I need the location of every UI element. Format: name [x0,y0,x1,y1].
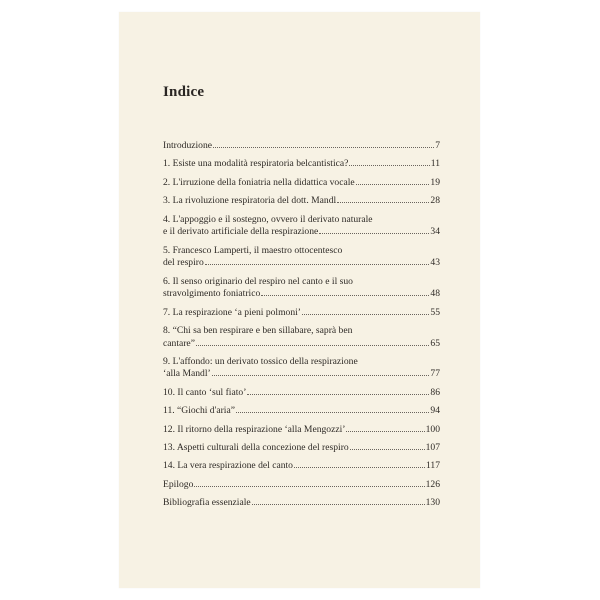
toc-page-number: 107 [425,442,440,454]
leader-dots [194,486,424,487]
toc-entry [163,356,440,381]
toc-entry-title [163,307,440,320]
leader-dots [350,449,425,450]
toc-page-number: 11 [430,158,440,170]
leader-dots [212,375,430,376]
leader-dots [356,184,430,185]
leader-dots [252,504,425,505]
toc-entry-line: 10. Il canto ‘sul fiato’ [163,386,247,398]
toc-page-number: 117 [425,460,440,472]
toc-entry-title [163,276,440,301]
toc-entry-line: e il derivato artificiale della respirazione [163,226,319,238]
toc-entry-last-line [163,424,440,437]
toc-page-number: 126 [425,478,440,490]
toc-entry-last-line [163,226,440,239]
toc-entry [163,325,440,350]
toc-entry-line: 14. La vera respirazione del canto [163,460,293,472]
toc-page-number: 55 [430,306,440,318]
toc-page-number: 43 [430,257,440,269]
leader-dots [302,314,429,315]
toc-entry-last-line [163,257,440,270]
leader-dots [261,295,429,296]
toc-entry-line: 8. “Chi sa ben respirare e ben sillabare, saprà ben [163,324,353,336]
toc-entry [163,214,440,239]
toc-entry-title [163,442,440,455]
toc-entry [163,424,440,437]
toc-entry-last-line [163,497,440,510]
toc-entry [163,479,440,492]
toc-entry-title [163,387,440,400]
leader-dots [337,202,429,203]
toc-entry-last-line [163,177,440,190]
toc-entry-line: 2. L'irruzione della foniatria nella didattica vocale [163,176,355,188]
toc-entry [163,177,440,190]
toc-entry-last-line [163,307,440,320]
leader-dots [346,431,424,432]
toc-entry-last-line [163,405,440,418]
toc-entry-last-line [163,387,440,400]
toc-entry-last-line [163,338,440,351]
toc-entry-title [163,356,440,381]
toc-page-number: 48 [430,288,440,300]
page-title: Indice [163,84,205,100]
toc-entry-last-line [163,288,440,301]
toc-entry-last-line [163,158,440,171]
toc-page-number: 94 [430,405,440,417]
toc-entry-last-line [163,195,440,208]
toc-entry [163,405,440,418]
toc-page-number: 86 [430,386,440,398]
toc-entry-title [163,177,440,190]
book-page [119,12,480,588]
leader-dots [247,394,429,395]
toc-entry-title [163,497,440,510]
toc-page-number: 7 [435,140,440,151]
toc-entry [163,387,440,400]
toc-entry-title [163,158,440,171]
leader-dots [205,264,430,265]
toc-entry-line: 4. L'appoggio e il sostegno, ovvero il derivato naturale [163,213,373,225]
toc-entry [163,460,440,473]
leader-dots [213,147,434,148]
leader-dots [319,233,429,234]
toc-page-number: 34 [430,226,440,238]
toc-entry [163,245,440,270]
toc-entry-last-line [163,460,440,473]
toc-entry-line: Epilogo [163,478,194,490]
toc-entry-line: Introduzione [163,140,213,151]
toc-entry-title [163,140,440,153]
toc-entry [163,158,440,171]
leader-dots [349,165,429,166]
toc-page-number: 28 [430,195,440,207]
table-of-contents [163,140,440,516]
toc-entry-line: 7. La respirazione ‘a pieni polmoni’ [163,306,301,318]
leader-dots [236,412,429,413]
toc-entry [163,276,440,301]
toc-entry-title [163,424,440,437]
toc-page-number: 65 [430,337,440,349]
toc-entry-last-line [163,442,440,455]
toc-entry-line: 9. L'affondo: un derivato tossico della respirazione [163,355,358,367]
toc-entry [163,195,440,208]
toc-entry-title [163,460,440,473]
toc-entry-last-line [163,140,440,153]
toc-entry-line: 1. Esiste una modalità respiratoria belcantistica? [163,158,349,170]
toc-entry-line: Bibliografia essenziale [163,497,251,509]
toc-entry-line: cantare” [163,337,195,349]
toc-entry [163,497,440,510]
leader-dots [294,467,425,468]
toc-entry [163,442,440,455]
toc-entry-title [163,214,440,239]
toc-entry-title [163,325,440,350]
leader-dots [196,345,429,346]
toc-entry-line: 12. Il ritorno della respirazione ‘alla Mengozzi’ [163,423,346,435]
toc-entry-line: del respiro [163,257,204,269]
toc-page-number: 19 [430,176,440,188]
toc-entry-line: 3. La rivoluzione respiratoria del dott. Mandl [163,195,337,207]
toc-entry [163,307,440,320]
toc-entry [163,140,440,153]
toc-entry-last-line [163,368,440,381]
toc-entry-title [163,245,440,270]
toc-entry-line: 11. “Giochi d'aria” [163,405,235,417]
toc-entry-line: stravolgimento foniatrico [163,288,261,300]
toc-entry-title [163,405,440,418]
toc-entry-line: 5. Francesco Lamperti, il maestro ottocentesco [163,244,343,256]
toc-page-number: 130 [425,497,440,509]
toc-entry-title [163,479,440,492]
toc-page-number: 100 [425,423,440,435]
toc-entry-line: 6. Il senso originario del respiro nel canto e il suo [163,275,353,287]
toc-entry-line: 13. Aspetti culturali della concezione del respiro [163,442,349,454]
toc-entry-line: ‘alla Mandl’ [163,368,211,380]
toc-entry-last-line [163,479,440,492]
toc-page-number: 77 [430,368,440,380]
toc-entry-title [163,195,440,208]
